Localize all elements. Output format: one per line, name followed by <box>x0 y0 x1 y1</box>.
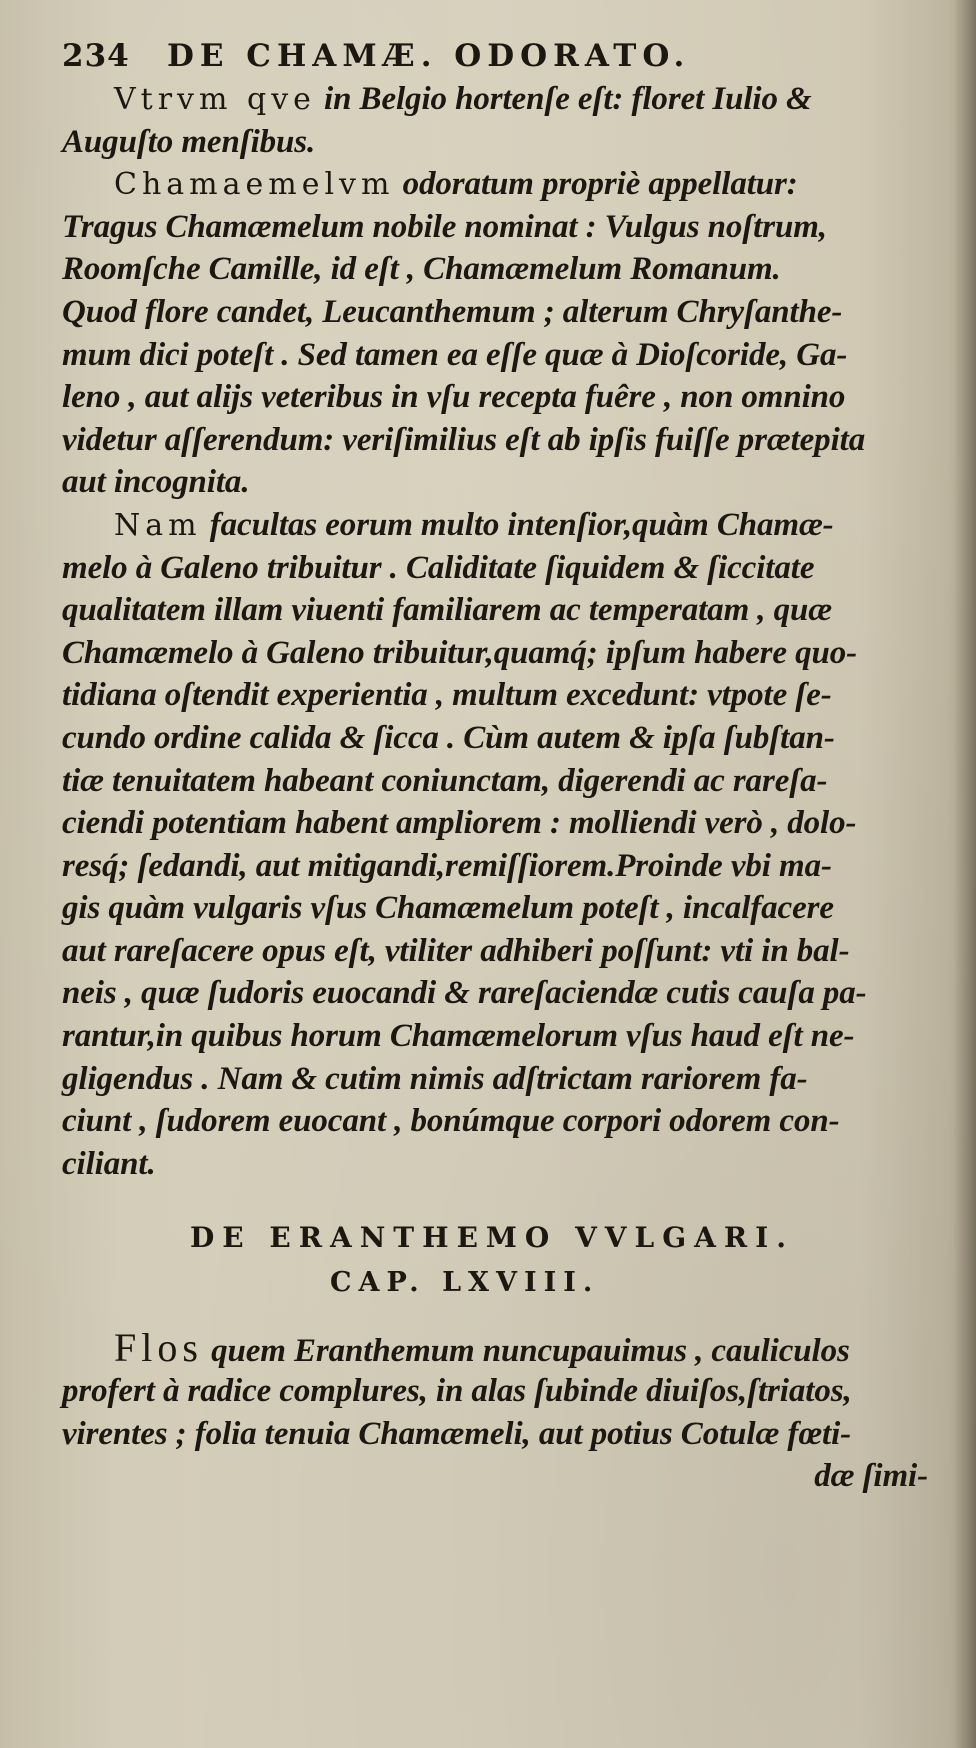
paragraph-4-line-1 <box>62 1327 942 1370</box>
paragraph-3-lead: Nam <box>114 507 202 543</box>
paragraph-3-text-1: facultas eorum multo intenſior,quàm Chamæ- <box>201 506 834 543</box>
paragraph-2-line-3: Roomſche Camille, id eſt , Chamæmelum Romanum. <box>62 251 781 288</box>
page-number: 234 <box>62 38 130 74</box>
paragraph-3-line-3: qualitatem illam viuenti familiarem ac temperatam , quæ <box>62 592 832 629</box>
chapter-title: DE ERANTHEMO VVLGARI. <box>190 1221 794 1255</box>
chapter-number: CAP. LXVIII. <box>330 1267 600 1299</box>
paragraph-2-line-4: Quod flore candet, Leucanthemum ; alterum Chryſanthe- <box>62 293 843 330</box>
running-head <box>62 38 942 78</box>
section-gap-2 <box>62 1305 942 1327</box>
paragraph-3-line-8: ciendi potentiam habent ampliorem : molliendi verò , dolo- <box>62 805 857 842</box>
paragraph-3-line-14: gligendus . Nam & cutim nimis adſtrictam rariorem fa- <box>62 1060 808 1097</box>
paragraph-4-text-1: quem Eranthemum nuncupauimus , cauliculos <box>202 1333 850 1370</box>
paragraph-3-line-16: ciliant. <box>62 1145 156 1182</box>
catchword: dæ ſimi- <box>814 1458 928 1495</box>
paragraph-1-text-1: in Belgio hortenſe eſt: floret Iulio & <box>315 81 812 117</box>
paragraph-2-line-8: aut incognita. <box>62 464 250 501</box>
paragraph-3-line-2: melo à Galeno tribuitur . Caliditate ſiquidem & ſiccitate <box>62 549 815 586</box>
paragraph-2-lead: Chamaemelvm <box>114 167 395 203</box>
paragraph-3-line-1 <box>62 504 942 547</box>
paragraph-4-line-3: virentes ; folia tenuia Chamæmeli, aut potius Cotulæ fœti- <box>62 1415 852 1452</box>
text-block <box>62 38 942 1498</box>
paragraph-2-text-1: odoratum propriè appellatur: <box>394 166 798 203</box>
paragraph-3-line-5: tidiana oſtendit experientia , multum excedunt: vtpote ſe- <box>62 677 832 714</box>
paragraph-2-line-1 <box>62 163 942 206</box>
paragraph-3-line-9: resq́; ſedandi, aut mitigandi,remiſſiorem.Proinde vbi ma- <box>62 847 832 884</box>
paragraph-4-lead: Flos <box>114 1325 203 1371</box>
paragraph-3-line-10: gis quàm vulgaris vſus Chamæmelum poteſt , incalfacere <box>62 890 834 927</box>
paragraph-3-line-7: tiæ tenuitatem habeant coniunctam, digerendi ac rareſa- <box>62 762 828 799</box>
paragraph-3-line-6: cundo ordine calida & ſicca . Cùm autem & ipſa ſubſtan- <box>62 719 835 756</box>
paragraph-1-line-2: Auguſto menſibus. <box>62 123 316 160</box>
paragraph-3-line-13: rantur,in quibus horum Chamæmelorum vſus haud eſt ne- <box>62 1018 855 1055</box>
paragraph-3-line-15: ciunt , ſudorem euocant , bonúmque corpori odorem con- <box>62 1103 840 1140</box>
section-gap <box>62 1185 942 1215</box>
running-head-title: DE CHAMÆ. ODORATO. <box>167 38 691 74</box>
paragraph-2-line-7: videtur aſſerendum: veriſimilius eſt ab ipſis fuiſſe prætерita <box>62 421 866 458</box>
paragraph-4-line-2: profert à radice complures, in alas ſubinde diuiſos,ſtriatos, <box>62 1373 852 1410</box>
paragraph-1-line-1 <box>62 78 942 121</box>
paragraph-2-line-5: mum dici poteſt . Sed tamen ea eſſe quæ à Dioſcoride, Ga- <box>62 336 848 373</box>
paragraph-3-line-11: aut rareſacere opus eſt, vtiliter adhiberi poſſunt: vti in bal- <box>62 932 850 969</box>
paragraph-1-lead: Vtrvm qve <box>114 82 316 117</box>
paragraph-2-line-6: leno , aut alijs veteribus in vſu recepta fuêre , non omnino <box>62 379 846 416</box>
page-edge-shadow <box>954 0 976 1748</box>
paragraph-3-line-4: Chamæmelo à Galeno tribuitur,quamq́; ipſum habere quo- <box>62 634 858 671</box>
paragraph-2-line-2: Tragus Chamæmelum nobile nominat : Vulgus noſtrum, <box>62 208 827 245</box>
paragraph-3-line-12: neis , quæ ſudoris euocandi & rareſaciendæ cutis cauſa pa- <box>62 975 867 1012</box>
